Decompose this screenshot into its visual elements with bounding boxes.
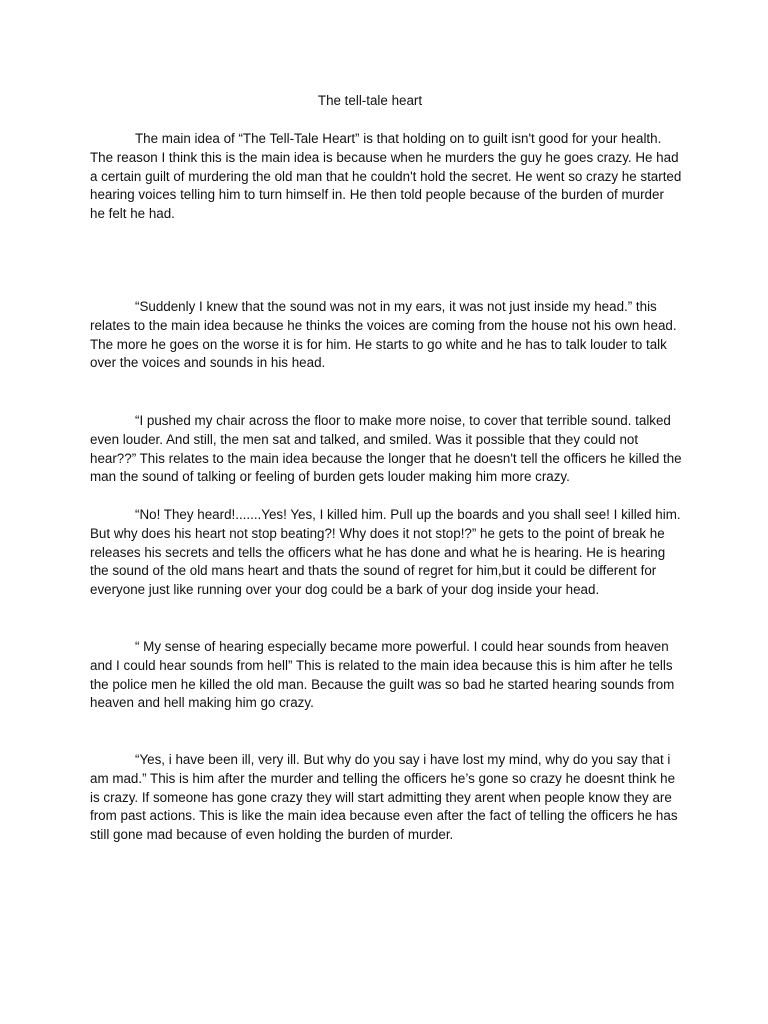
- paragraph-quote-ill: “Yes, i have been ill, very ill. But why do you say i have lost my mind, why do you say that i am mad.” This is him after the murder and telling the officers he’s gone so crazy he doesnt think he is crazy. If someone has gone crazy they will start admitting they arent when people know they are from past actions. This is like the main idea because even after the fact of telling the officers he has still gone mad because of even holding the burden of murder.: [90, 752, 678, 843]
- paragraph-quote-chair: “I pushed my chair across the floor to make more noise, to cover that terrible sound. talked even louder. And still, the men sat and talked, and smiled. Was it possible that they could not hear??” This relates to the main idea because the longer that he doesn't tell the officers he killed the man the sound of talking or feeling of burden gets louder making him more crazy.: [90, 413, 682, 485]
- paragraph-quote-they-heard: “No! They heard!.......Yes! Yes, I killed him. Pull up the boards and you shall see! I killed him. But why does his heart not stop beating?! Why does it not stop!?” he gets to the point of break he releases his secrets and tells the officers what he has done and what he is hearing. He is hearing the sound of the old mans heart and thats the sound of regret for him,but it could be different for everyone just like running over your dog could be a bark of your dog inside your head.: [90, 507, 681, 598]
- paragraph-main-idea: The main idea of “The Tell-Tale Heart” is that holding on to guilt isn't good for your health. The reason I think this is the main idea is because when he murders the guy he goes crazy. He had a certain guilt of murdering the old man that he couldn't hold the secret. He went so crazy he started hearing voices telling him to turn himself in. He then told people because of the burden of murder he felt he had.: [90, 131, 682, 222]
- paragraph-quote-suddenly: “Suddenly I knew that the sound was not in my ears, it was not just inside my head.” this relates to the main idea because he thinks the voices are coming from the house not his own head. The more he goes on the worse it is for him. He starts to go white and he has to talk louder to talk over the voices and sounds in his head.: [90, 299, 677, 371]
- document-title: The tell-tale heart: [317, 93, 423, 108]
- paragraph-quote-hearing: “ My sense of hearing especially became more powerful. I could hear sounds from heaven and I could hear sounds from hell” This is related to the main idea because this is him after he tells the police men he killed the old man. Because the guilt was so bad he started hearing sounds from heaven and hell making him go crazy.: [90, 639, 675, 711]
